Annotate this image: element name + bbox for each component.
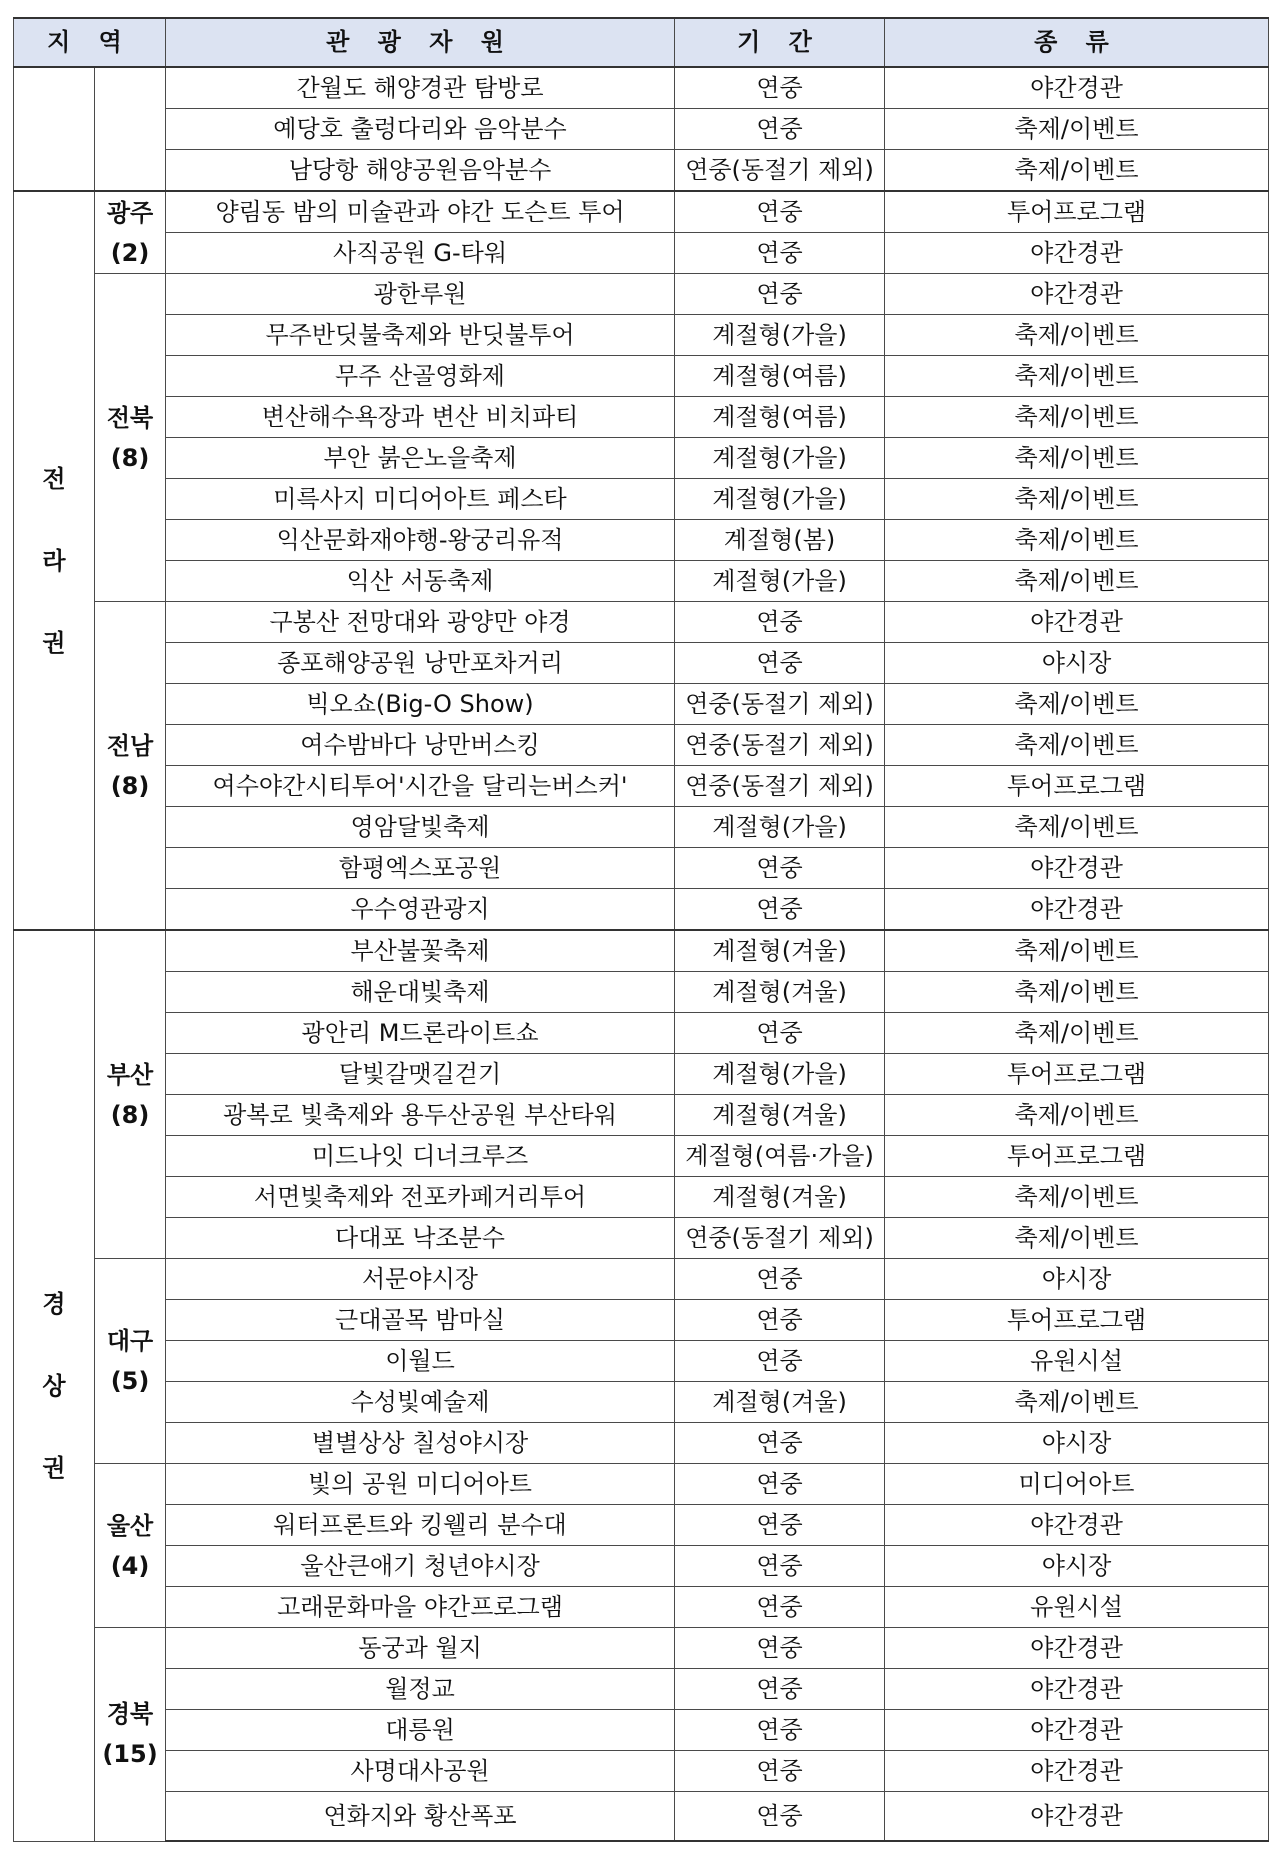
attraction-cell: 부산불꽃축제: [166, 930, 675, 972]
attraction-cell: 사명대사공원: [166, 1751, 675, 1792]
subregion-name: 전남: [106, 731, 154, 760]
type-cell: 투어프로그램: [885, 1136, 1269, 1177]
table-row: [14, 725, 1269, 766]
table-row: [14, 109, 1269, 150]
table-body: [14, 67, 1269, 1841]
subregion-count: (2): [110, 238, 150, 267]
table-row: [14, 643, 1269, 684]
subregion-cell: [95, 602, 166, 931]
type-cell: 축제/이벤트: [885, 150, 1269, 192]
region-char: 경: [42, 1289, 66, 1318]
subregion-name: 대구: [106, 1327, 154, 1355]
table-row: [14, 1013, 1269, 1054]
attraction-cell: 광한루원: [166, 274, 675, 315]
attraction-cell: 구봉산 전망대와 광양만 야경: [166, 602, 675, 643]
type-cell: 축제/이벤트: [885, 479, 1269, 520]
period-cell: 연중: [675, 1669, 885, 1710]
attraction-cell: 이월드: [166, 1341, 675, 1382]
subregion-count: (8): [110, 771, 150, 800]
type-cell: 야간경관: [885, 848, 1269, 889]
subregion-cell: [95, 1628, 166, 1842]
period-cell: 계절형(가을): [675, 438, 885, 479]
period-cell: 계절형(여름): [675, 356, 885, 397]
period-cell: 계절형(가을): [675, 479, 885, 520]
type-cell: 축제/이벤트: [885, 807, 1269, 848]
attraction-cell: 양림동 밤의 미술관과 야간 도슨트 투어: [166, 191, 675, 233]
attraction-cell: 종포해양공원 낭만포차거리: [166, 643, 675, 684]
period-cell: 계절형(가을): [675, 1054, 885, 1095]
period-cell: 연중: [675, 1546, 885, 1587]
period-cell: 계절형(봄): [675, 520, 885, 561]
period-cell: 계절형(겨울): [675, 1095, 885, 1136]
period-cell: 연중: [675, 1710, 885, 1751]
type-cell: 야간경관: [885, 274, 1269, 315]
attraction-cell: 해운대빛축제: [166, 972, 675, 1013]
table-row: [14, 972, 1269, 1013]
period-cell: 계절형(가을): [675, 807, 885, 848]
period-cell: 연중(동절기 제외): [675, 684, 885, 725]
period-cell: 연중: [675, 1259, 885, 1300]
period-cell: 계절형(겨울): [675, 1177, 885, 1218]
period-cell: 연중: [675, 1464, 885, 1505]
type-cell: 야간경관: [885, 1669, 1269, 1710]
attraction-cell: 미륵사지 미디어아트 페스타: [166, 479, 675, 520]
period-cell: 계절형(겨울): [675, 972, 885, 1013]
subregion-count: (8): [110, 1100, 150, 1129]
attraction-cell: 부안 붉은노을축제: [166, 438, 675, 479]
type-cell: 야간경관: [885, 67, 1269, 109]
attraction-cell: 서문야시장: [166, 1259, 675, 1300]
attraction-cell: 월정교: [166, 1669, 675, 1710]
period-cell: 계절형(겨울): [675, 930, 885, 972]
period-cell: 연중: [675, 1792, 885, 1842]
period-cell: 연중: [675, 1013, 885, 1054]
attraction-cell: 달빛갈맷길걷기: [166, 1054, 675, 1095]
table-row: [14, 1300, 1269, 1341]
table-row: [14, 479, 1269, 520]
attraction-cell: 우수영관광지: [166, 889, 675, 931]
attraction-cell: 빅오쇼(Big-O Show): [166, 684, 675, 725]
table-row: [14, 274, 1269, 315]
header-row: [14, 18, 1269, 67]
table-row: [14, 1546, 1269, 1587]
attraction-cell: 동궁과 월지: [166, 1628, 675, 1669]
attraction-cell: 미드나잇 디너크루즈: [166, 1136, 675, 1177]
attraction-cell: 다대포 낙조분수: [166, 1218, 675, 1259]
attraction-cell: 서면빛축제와 전포카페거리투어: [166, 1177, 675, 1218]
type-cell: 축제/이벤트: [885, 438, 1269, 479]
period-cell: 연중: [675, 274, 885, 315]
table-row: [14, 848, 1269, 889]
header-attraction: 관 광 자 원: [166, 18, 675, 67]
attraction-cell: 근대골목 밤마실: [166, 1300, 675, 1341]
table-row: [14, 1136, 1269, 1177]
table-row: [14, 561, 1269, 602]
period-cell: 연중(동절기 제외): [675, 725, 885, 766]
period-cell: 연중: [675, 602, 885, 643]
type-cell: 야시장: [885, 1423, 1269, 1464]
table-row: [14, 1177, 1269, 1218]
table-row: [14, 1218, 1269, 1259]
table-row: [14, 233, 1269, 274]
period-cell: 연중: [675, 233, 885, 274]
type-cell: 축제/이벤트: [885, 972, 1269, 1013]
period-cell: 계절형(겨울): [675, 1382, 885, 1423]
type-cell: 야간경관: [885, 1710, 1269, 1751]
attraction-cell: 무주 산골영화제: [166, 356, 675, 397]
type-cell: 축제/이벤트: [885, 1095, 1269, 1136]
type-cell: 축제/이벤트: [885, 1013, 1269, 1054]
type-cell: 야간경관: [885, 1628, 1269, 1669]
period-cell: 연중(동절기 제외): [675, 766, 885, 807]
table-row: [14, 1095, 1269, 1136]
subregion-count: (5): [110, 1367, 150, 1395]
type-cell: 축제/이벤트: [885, 684, 1269, 725]
subregion-cell: [95, 1464, 166, 1628]
attraction-cell: 익산 서동축제: [166, 561, 675, 602]
type-cell: 야시장: [885, 1259, 1269, 1300]
attraction-cell: 연화지와 황산폭포: [166, 1792, 675, 1842]
period-cell: 연중: [675, 191, 885, 233]
table-row: [14, 191, 1269, 233]
region-char: 권: [42, 1453, 66, 1482]
type-cell: 유원시설: [885, 1587, 1269, 1628]
period-cell: 연중(동절기 제외): [675, 1218, 885, 1259]
table-row: [14, 1505, 1269, 1546]
subregion-name: 울산: [106, 1511, 154, 1540]
type-cell: 축제/이벤트: [885, 930, 1269, 972]
attraction-cell: 여수야간시티투어'시간을 달리는버스커': [166, 766, 675, 807]
type-cell: 축제/이벤트: [885, 725, 1269, 766]
type-cell: 야간경관: [885, 602, 1269, 643]
table-header: [14, 18, 1269, 67]
table-row: [14, 1751, 1269, 1792]
table-row: [14, 1628, 1269, 1669]
subregion-name: 경북: [106, 1700, 154, 1729]
type-cell: 야간경관: [885, 889, 1269, 931]
night-tourism-table: [13, 17, 1269, 1842]
table-row: [14, 930, 1269, 972]
header-type: 종 류: [885, 18, 1269, 67]
type-cell: 야시장: [885, 643, 1269, 684]
type-cell: 축제/이벤트: [885, 109, 1269, 150]
subregion-name: 광주: [106, 198, 154, 227]
period-cell: 계절형(가을): [675, 315, 885, 356]
region-cell: [14, 191, 95, 930]
attraction-cell: 변산해수욕장과 변산 비치파티: [166, 397, 675, 438]
table-row: [14, 684, 1269, 725]
table-row: [14, 1792, 1269, 1842]
attraction-cell: 남당항 해양공원음악분수: [166, 150, 675, 192]
subregion-cell: [95, 274, 166, 602]
attraction-cell: 함평엑스포공원: [166, 848, 675, 889]
type-cell: 축제/이벤트: [885, 1218, 1269, 1259]
region-char: 상: [42, 1371, 66, 1400]
type-cell: 야간경관: [885, 1792, 1269, 1842]
attraction-cell: 예당호 출렁다리와 음악분수: [166, 109, 675, 150]
region-cell: [14, 930, 95, 1841]
subregion-name: 전북: [106, 403, 154, 432]
attraction-cell: 별별상상 칠성야시장: [166, 1423, 675, 1464]
table-row: [14, 67, 1269, 109]
attraction-cell: 수성빛예술제: [166, 1382, 675, 1423]
table-row: [14, 1259, 1269, 1300]
attraction-cell: 광복로 빛축제와 용두산공원 부산타워: [166, 1095, 675, 1136]
type-cell: 축제/이벤트: [885, 1382, 1269, 1423]
attraction-cell: 영암달빛축제: [166, 807, 675, 848]
header-region: 지 역: [14, 18, 166, 67]
subregion-cell: [95, 67, 166, 191]
type-cell: 축제/이벤트: [885, 356, 1269, 397]
subregion-cell: [95, 1259, 166, 1464]
table-row: [14, 520, 1269, 561]
table-row: [14, 1382, 1269, 1423]
attraction-cell: 빛의 공원 미디어아트: [166, 1464, 675, 1505]
period-cell: 연중: [675, 848, 885, 889]
table-row: [14, 1054, 1269, 1095]
attraction-cell: 고래문화마을 야간프로그램: [166, 1587, 675, 1628]
table-row: [14, 602, 1269, 643]
type-cell: 유원시설: [885, 1341, 1269, 1382]
type-cell: 투어프로그램: [885, 191, 1269, 233]
subregion-cell: [95, 191, 166, 274]
table-row: [14, 1710, 1269, 1751]
type-cell: 미디어아트: [885, 1464, 1269, 1505]
type-cell: 축제/이벤트: [885, 397, 1269, 438]
table-row: [14, 766, 1269, 807]
attraction-cell: 무주반딧불축제와 반딧불투어: [166, 315, 675, 356]
table-row: [14, 356, 1269, 397]
period-cell: 연중: [675, 67, 885, 109]
type-cell: 야시장: [885, 1546, 1269, 1587]
period-cell: 연중: [675, 109, 885, 150]
table-row: [14, 397, 1269, 438]
region-char: 권: [42, 628, 66, 657]
attraction-cell: 여수밤바다 낭만버스킹: [166, 725, 675, 766]
attraction-cell: 사직공원 G-타워: [166, 233, 675, 274]
period-cell: 연중(동절기 제외): [675, 150, 885, 192]
period-cell: 연중: [675, 1423, 885, 1464]
type-cell: 축제/이벤트: [885, 1177, 1269, 1218]
period-cell: 연중: [675, 1505, 885, 1546]
period-cell: 계절형(여름): [675, 397, 885, 438]
attraction-cell: 간월도 해양경관 탐방로: [166, 67, 675, 109]
attraction-cell: 울산큰애기 청년야시장: [166, 1546, 675, 1587]
table-row: [14, 1464, 1269, 1505]
header-period: 기 간: [675, 18, 885, 67]
table-row: [14, 1669, 1269, 1710]
period-cell: 계절형(가을): [675, 561, 885, 602]
table-row: [14, 1587, 1269, 1628]
period-cell: 연중: [675, 1751, 885, 1792]
table-row: [14, 150, 1269, 192]
period-cell: 연중: [675, 1341, 885, 1382]
attraction-cell: 익산문화재야행-왕궁리유적: [166, 520, 675, 561]
attraction-cell: 광안리 M드론라이트쇼: [166, 1013, 675, 1054]
attraction-cell: 워터프론트와 킹웰리 분수대: [166, 1505, 675, 1546]
type-cell: 야간경관: [885, 233, 1269, 274]
table-row: [14, 315, 1269, 356]
period-cell: 연중: [675, 1587, 885, 1628]
table-row: [14, 807, 1269, 848]
type-cell: 투어프로그램: [885, 766, 1269, 807]
table-row: [14, 438, 1269, 479]
type-cell: 축제/이벤트: [885, 561, 1269, 602]
region-char: 전: [42, 464, 66, 493]
table-row: [14, 1341, 1269, 1382]
table-row: [14, 1423, 1269, 1464]
type-cell: 야간경관: [885, 1751, 1269, 1792]
subregion-count: (4): [110, 1551, 150, 1580]
region-char: 라: [42, 546, 66, 575]
period-cell: 연중: [675, 1628, 885, 1669]
table-row: [14, 889, 1269, 931]
region-cell: [14, 67, 95, 191]
subregion-count: (8): [110, 443, 150, 472]
period-cell: 연중: [675, 889, 885, 931]
type-cell: 야간경관: [885, 1505, 1269, 1546]
subregion-cell: [95, 930, 166, 1259]
subregion-count: (15): [102, 1740, 158, 1769]
subregion-name: 부산: [106, 1060, 154, 1089]
type-cell: 축제/이벤트: [885, 520, 1269, 561]
period-cell: 계절형(여름·가을): [675, 1136, 885, 1177]
type-cell: 축제/이벤트: [885, 315, 1269, 356]
type-cell: 투어프로그램: [885, 1054, 1269, 1095]
type-cell: 투어프로그램: [885, 1300, 1269, 1341]
period-cell: 연중: [675, 1300, 885, 1341]
attraction-cell: 대릉원: [166, 1710, 675, 1751]
period-cell: 연중: [675, 643, 885, 684]
